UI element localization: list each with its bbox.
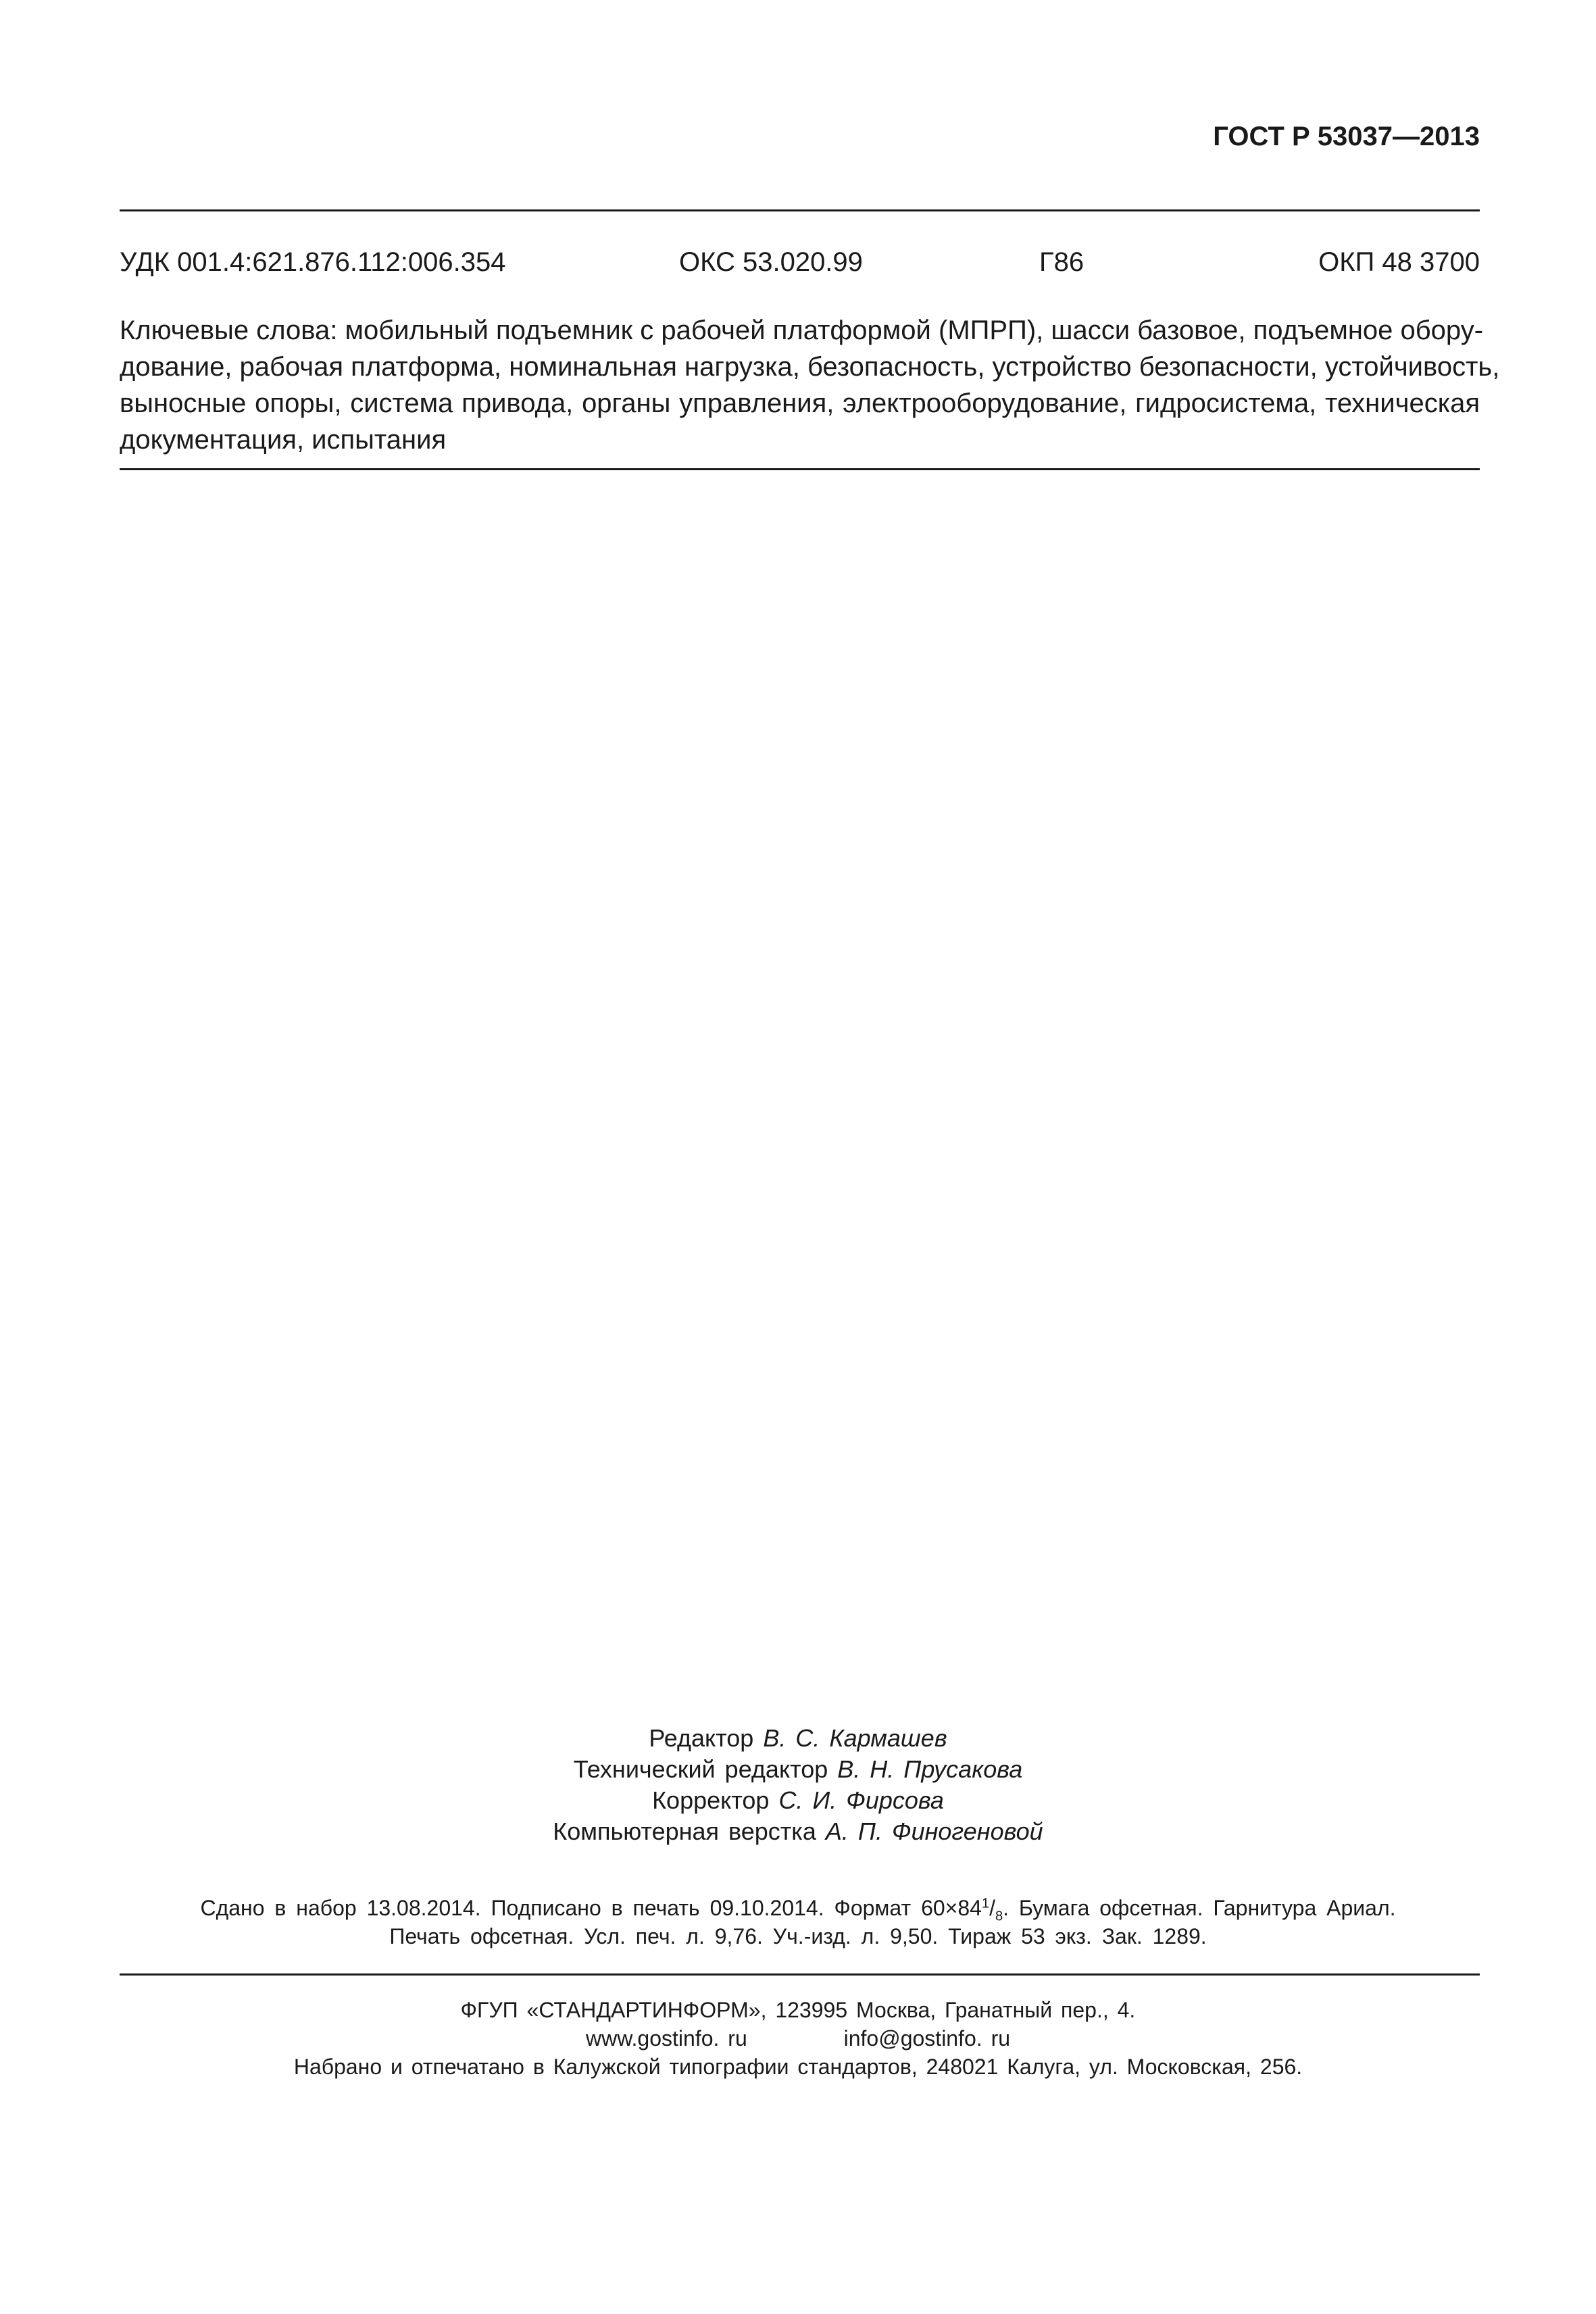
credit-role: Корректор	[652, 1786, 770, 1814]
publisher-divider	[120, 1973, 1480, 1976]
publisher-email: info@gostinfo. ru	[843, 2026, 1011, 2051]
okp-code: ОКП 48 3700	[1318, 247, 1480, 277]
keywords-line: дование, рабочая платформа, номинальная нагрузка, безопасность, устройство безопасности, устойчивость,	[120, 352, 1500, 382]
print-info-line: Печать офсетная. Усл. печ. л. 9,76. Уч.-изд. л. 9,50. Тираж 53 экз. Зак. 1289.	[389, 1924, 1207, 1948]
document-code: ГОСТ Р 53037—2013	[1213, 122, 1480, 151]
top-divider	[120, 209, 1480, 211]
keywords-line: документация, испытания	[120, 425, 447, 455]
format-fraction-denominator: 8	[995, 1909, 1003, 1924]
oks-code: ОКС 53.020.99	[679, 247, 863, 277]
credit-name: А. П. Финогеновой	[825, 1817, 1043, 1845]
credit-layout	[0, 1816, 1596, 1847]
publisher-block	[0, 1996, 1596, 2081]
credit-proofreader	[0, 1785, 1596, 1816]
credit-role: Технический редактор	[573, 1755, 828, 1783]
credit-name: В. С. Кармашев	[763, 1724, 947, 1752]
udk-code: УДК 001.4:621.876.112:006.354	[120, 247, 506, 277]
print-info-text: Сдано в набор 13.08.2014. Подписано в печать 09.10.2014. Формат 60×84	[200, 1896, 982, 1920]
credit-role: Редактор	[649, 1724, 754, 1752]
keywords-paragraph	[120, 312, 1500, 458]
credits-block	[0, 1723, 1596, 1847]
format-fraction-numerator: 1	[981, 1896, 990, 1911]
keywords-divider	[120, 468, 1480, 470]
credit-technical-editor	[0, 1754, 1596, 1785]
publisher-contacts	[0, 2024, 1596, 2053]
print-info-line	[0, 1894, 1596, 1922]
format-fraction-slash: /	[989, 1896, 995, 1920]
credit-editor	[0, 1723, 1596, 1754]
credit-name: С. И. Фирсова	[778, 1786, 944, 1814]
credit-role: Компьютерная верстка	[553, 1817, 816, 1845]
publisher-website: www.gostinfo. ru	[585, 2026, 747, 2051]
publisher-address: ФГУП «СТАНДАРТИНФОРМ», 123995 Москва, Гранатный пер., 4.	[460, 1998, 1136, 2022]
print-info-block	[0, 1894, 1596, 1951]
group-code: Г86	[1039, 247, 1084, 277]
print-info-text: . Бумага офсетная. Гарнитура Ариал.	[1003, 1896, 1396, 1920]
keywords-line: Ключевые слова: мобильный подъемник с рабочей платформой (МПРП), шасси базовое, подъемное обору-	[120, 316, 1484, 345]
keywords-line: выносные опоры, система привода, органы управления, электрооборудование, гидросистема, техническая	[120, 388, 1480, 418]
credit-name: В. Н. Прусакова	[837, 1755, 1023, 1783]
printing-house: Набрано и отпечатано в Калужской типографии стандартов, 248021 Калуга, ул. Московская, 256.	[293, 2055, 1303, 2079]
